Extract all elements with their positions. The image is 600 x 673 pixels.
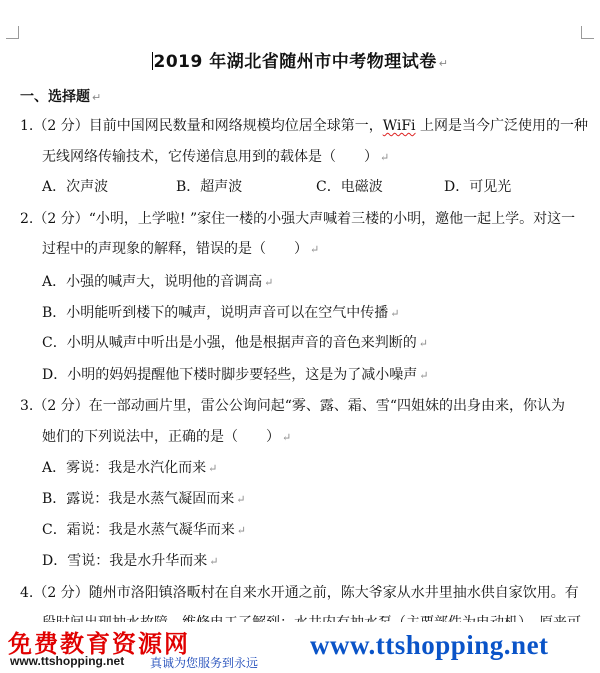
paragraph-mark-icon: ↵ bbox=[208, 462, 218, 475]
option-a: A．次声波 bbox=[42, 179, 109, 195]
question-3-line-1: 3.（2 分）在一部动画片里，雷公公询问起“雾、露、霜、雪“四姐妹的出身由来，你认为 bbox=[20, 398, 566, 414]
site-url-large: www.ttshopping.net bbox=[310, 630, 549, 660]
page-corner-mark-left bbox=[6, 26, 19, 39]
question-3-option-b bbox=[42, 490, 246, 509]
document-title bbox=[0, 47, 600, 72]
site-url-small: www.ttshopping.net bbox=[10, 654, 125, 668]
option-text: C．小明从喊声中听出是小强，他是根据声音的音色来判断的 bbox=[42, 335, 417, 351]
paragraph-mark-icon: ↵ bbox=[419, 369, 429, 382]
option-text: A．雾说：我是水汽化而来 bbox=[42, 460, 207, 476]
question-3-option-d bbox=[42, 552, 218, 571]
question-3-option-a bbox=[42, 459, 217, 478]
question-text: 她们的下列说法中，正确的是（ ） bbox=[42, 429, 280, 445]
question-text: 过程中的声现象的解释，错误的是（ ） bbox=[42, 241, 308, 257]
paragraph-mark-icon: ↵ bbox=[236, 524, 246, 537]
question-text: 1.（2 分）目前中国网民数量和网络规模均位居全球第一， bbox=[20, 118, 383, 134]
spellcheck-word-wifi: WiFi bbox=[382, 118, 416, 134]
brand-logo-text: 免费教育资源网 bbox=[8, 629, 190, 658]
paragraph-mark-icon: ↵ bbox=[380, 151, 390, 164]
paragraph-mark-icon: ↵ bbox=[438, 57, 449, 70]
option-text: A．小强的喊声大，说明他的音调高 bbox=[42, 274, 263, 290]
option-text: D．小明的妈妈提醒他下楼时脚步要轻些，这是为了减小噪声 bbox=[42, 367, 418, 383]
text-cursor bbox=[152, 52, 153, 70]
question-1-line-2 bbox=[42, 148, 389, 167]
option-d: D．可见光 bbox=[444, 179, 512, 195]
question-1-line-1 bbox=[20, 117, 588, 135]
paragraph-mark-icon: ↵ bbox=[282, 431, 292, 444]
question-text: 无线网络传输技术，它传递信息用到的载体是（ ） bbox=[42, 149, 378, 165]
question-2-option-a bbox=[42, 273, 273, 292]
question-1-options bbox=[42, 178, 582, 196]
question-4-line-1: 4.（2 分）随州市洛阳镇洛畈村在自来水开通之前，陈大爷家从水井里抽水供自家饮用。有 bbox=[20, 585, 579, 601]
option-c: C．电磁波 bbox=[316, 179, 383, 195]
option-text: D．雪说：我是水升华而来 bbox=[42, 553, 208, 569]
paragraph-mark-icon: ↵ bbox=[418, 337, 428, 350]
option-text: C．霜说：我是水蒸气凝华而来 bbox=[42, 522, 235, 538]
watermark-banner bbox=[0, 622, 600, 673]
paragraph-mark-icon: ↵ bbox=[92, 91, 102, 104]
question-2-line-1: 2.（2 分）“小明，上学啦! ”家住一楼的小强大声喊着三楼的小明，邀他一起上学。对这一 bbox=[20, 211, 576, 227]
question-text: 上网是当今广泛使用的一种 bbox=[415, 118, 588, 134]
question-2-line-2 bbox=[42, 240, 319, 259]
paragraph-mark-icon: ↵ bbox=[236, 493, 246, 506]
question-3-line-2 bbox=[42, 428, 291, 447]
paragraph-mark-icon: ↵ bbox=[310, 243, 320, 256]
question-2-option-d bbox=[42, 366, 428, 385]
option-b: B．超声波 bbox=[176, 179, 243, 195]
section-heading bbox=[20, 86, 101, 106]
section-heading-text: 一、选择题 bbox=[20, 89, 90, 105]
question-3-option-c bbox=[42, 521, 246, 540]
question-2-option-b bbox=[42, 304, 400, 323]
slogan-text: 真诚为您服务到永远 bbox=[150, 656, 259, 670]
title-text: 2019 年湖北省随州市中考物理试卷 bbox=[153, 52, 437, 72]
option-text: B．小明能听到楼下的喊声，说明声音可以在空气中传播 bbox=[42, 305, 389, 321]
option-text: B．露说：我是水蒸气凝固而来 bbox=[42, 491, 235, 507]
paragraph-mark-icon: ↵ bbox=[209, 555, 219, 568]
paragraph-mark-icon: ↵ bbox=[390, 307, 400, 320]
question-2-option-c bbox=[42, 334, 428, 353]
page-corner-mark-right bbox=[581, 26, 594, 39]
paragraph-mark-icon: ↵ bbox=[264, 276, 274, 289]
